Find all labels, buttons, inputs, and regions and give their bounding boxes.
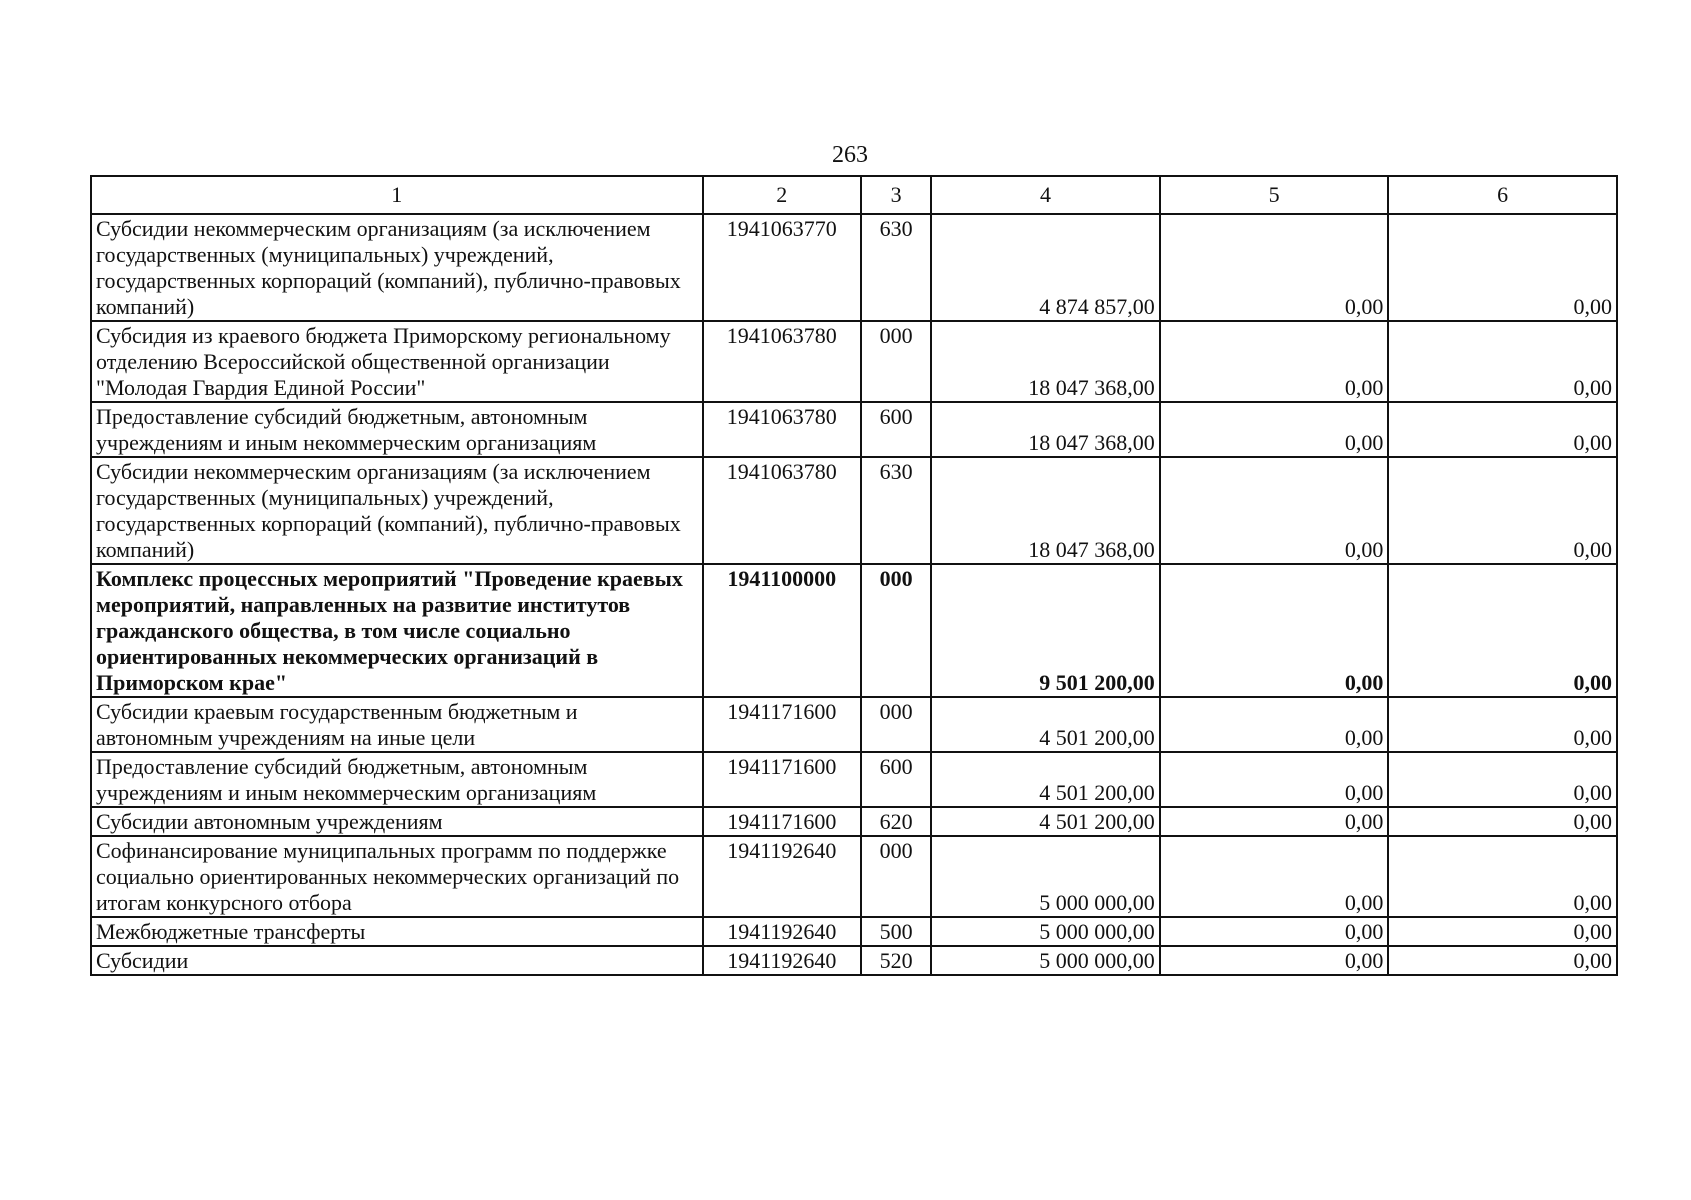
row-value-col6-cell: 0,00	[1388, 564, 1617, 697]
row-value-col6-cell: 0,00	[1388, 752, 1617, 807]
table-row	[91, 836, 1617, 917]
row-code-cell: 1941171600	[703, 752, 861, 807]
row-value-col4-cell: 5 000 000,00	[931, 946, 1160, 975]
table-row	[91, 807, 1617, 836]
row-type-cell: 600	[861, 752, 931, 807]
row-name-cell: Субсидия из краевого бюджета Приморскому региональному отделению Всероссийской общественной организации "Молодая Гвардия Единой России"	[91, 321, 703, 402]
row-value-col5-cell: 0,00	[1160, 697, 1389, 752]
row-type-cell: 600	[861, 402, 931, 457]
row-value-col5-cell: 0,00	[1160, 946, 1389, 975]
row-value-col4-cell: 18 047 368,00	[931, 457, 1160, 564]
row-value-col4-cell: 4 501 200,00	[931, 752, 1160, 807]
row-name-cell: Субсидии некоммерческим организациям (за исключением государственных (муниципальных) учреждений, государственных корпораций (компаний), публично-правовых компаний)	[91, 214, 703, 321]
row-type-cell: 000	[861, 321, 931, 402]
row-type-cell: 630	[861, 457, 931, 564]
row-name-cell: Предоставление субсидий бюджетным, автономным учреждениям и иным некоммерческим организациям	[91, 402, 703, 457]
column-header-1: 1	[91, 176, 703, 214]
row-value-col5-cell: 0,00	[1160, 564, 1389, 697]
row-value-col6-cell: 0,00	[1388, 402, 1617, 457]
row-type-cell: 000	[861, 836, 931, 917]
row-code-cell: 1941192640	[703, 917, 861, 946]
table-row	[91, 214, 1617, 321]
row-value-col4-cell: 9 501 200,00	[931, 564, 1160, 697]
row-value-col4-cell: 4 501 200,00	[931, 807, 1160, 836]
row-code-cell: 1941063780	[703, 321, 861, 402]
column-header-3: 3	[861, 176, 931, 214]
row-value-col5-cell: 0,00	[1160, 917, 1389, 946]
row-value-col6-cell: 0,00	[1388, 807, 1617, 836]
row-code-cell: 1941063780	[703, 402, 861, 457]
table-row	[91, 564, 1617, 697]
row-value-col6-cell: 0,00	[1388, 836, 1617, 917]
table-header-row	[91, 176, 1617, 214]
row-name-cell: Межбюджетные трансферты	[91, 917, 703, 946]
row-type-cell: 500	[861, 917, 931, 946]
table-row	[91, 946, 1617, 975]
row-name-cell: Субсидии автономным учреждениям	[91, 807, 703, 836]
table-row	[91, 457, 1617, 564]
column-header-6: 6	[1388, 176, 1617, 214]
row-type-cell: 520	[861, 946, 931, 975]
row-type-cell: 000	[861, 564, 931, 697]
column-header-2: 2	[703, 176, 861, 214]
row-value-col5-cell: 0,00	[1160, 752, 1389, 807]
row-code-cell: 1941063770	[703, 214, 861, 321]
column-header-5: 5	[1160, 176, 1389, 214]
row-value-col5-cell: 0,00	[1160, 402, 1389, 457]
row-value-col6-cell: 0,00	[1388, 946, 1617, 975]
row-value-col4-cell: 4 501 200,00	[931, 697, 1160, 752]
row-name-cell: Субсидии некоммерческим организациям (за исключением государственных (муниципальных) учреждений, государственных корпораций (компаний), публично-правовых компаний)	[91, 457, 703, 564]
row-type-cell: 000	[861, 697, 931, 752]
table-row	[91, 917, 1617, 946]
row-code-cell: 1941063780	[703, 457, 861, 564]
row-code-cell: 1941171600	[703, 807, 861, 836]
row-value-col4-cell: 18 047 368,00	[931, 321, 1160, 402]
row-type-cell: 620	[861, 807, 931, 836]
row-name-cell: Субсидии краевым государственным бюджетным и автономным учреждениям на иные цели	[91, 697, 703, 752]
row-name-cell: Субсидии	[91, 946, 703, 975]
row-code-cell: 1941192640	[703, 946, 861, 975]
row-value-col4-cell: 18 047 368,00	[931, 402, 1160, 457]
row-name-cell: Софинансирование муниципальных программ по поддержке социально ориентированных некоммерческих организаций по итогам конкурсного отбора	[91, 836, 703, 917]
page-number: 263	[832, 142, 868, 168]
row-value-col6-cell: 0,00	[1388, 321, 1617, 402]
row-code-cell: 1941100000	[703, 564, 861, 697]
row-value-col5-cell: 0,00	[1160, 321, 1389, 402]
row-value-col6-cell: 0,00	[1388, 457, 1617, 564]
row-value-col5-cell: 0,00	[1160, 214, 1389, 321]
row-value-col5-cell: 0,00	[1160, 836, 1389, 917]
row-name-cell: Комплекс процессных мероприятий "Проведение краевых мероприятий, направленных на развитие институтов гражданского общества, в том числе социально ориентированных некоммерческих организаций в Приморском крае"	[91, 564, 703, 697]
budget-table	[90, 175, 1618, 976]
row-value-col4-cell: 5 000 000,00	[931, 836, 1160, 917]
row-value-col5-cell: 0,00	[1160, 807, 1389, 836]
row-name-cell: Предоставление субсидий бюджетным, автономным учреждениям и иным некоммерческим организациям	[91, 752, 703, 807]
row-value-col6-cell: 0,00	[1388, 214, 1617, 321]
table-row	[91, 697, 1617, 752]
row-value-col6-cell: 0,00	[1388, 697, 1617, 752]
row-value-col5-cell: 0,00	[1160, 457, 1389, 564]
row-value-col4-cell: 5 000 000,00	[931, 917, 1160, 946]
table-row	[91, 752, 1617, 807]
column-header-4: 4	[931, 176, 1160, 214]
row-code-cell: 1941171600	[703, 697, 861, 752]
row-code-cell: 1941192640	[703, 836, 861, 917]
row-value-col4-cell: 4 874 857,00	[931, 214, 1160, 321]
row-value-col6-cell: 0,00	[1388, 917, 1617, 946]
table-row	[91, 321, 1617, 402]
row-type-cell: 630	[861, 214, 931, 321]
table-row	[91, 402, 1617, 457]
